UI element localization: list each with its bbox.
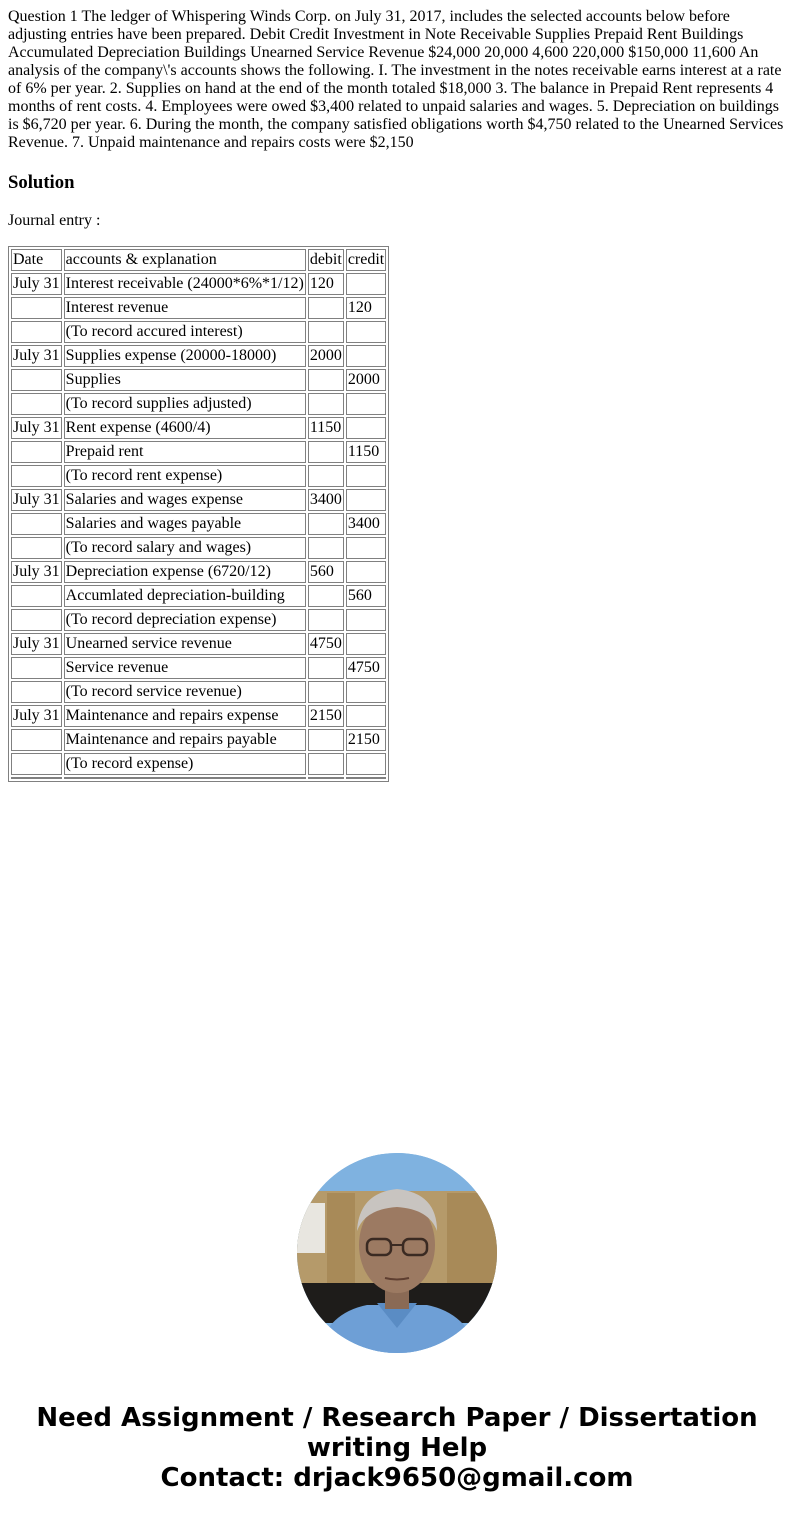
cell-date: July 31 [11, 417, 62, 439]
cell-date [11, 321, 62, 343]
journal-entry-group [11, 345, 386, 415]
cell-credit [346, 321, 386, 343]
table-row [11, 465, 386, 487]
journal-entry-label: Journal entry : [8, 212, 101, 229]
cell-credit: 120 [346, 297, 386, 319]
cell-credit [346, 633, 386, 655]
promo-line-2: writing Help [306, 1433, 488, 1463]
cell-credit [346, 753, 386, 775]
cell-credit: 2150 [346, 729, 386, 751]
cell-date [11, 297, 62, 319]
journal-entry-group [11, 489, 386, 559]
journal-header-group [11, 249, 386, 271]
table-row [11, 681, 386, 703]
promo-banner [0, 1403, 794, 1493]
cell-debit [308, 369, 344, 391]
cell-account: Salaries and wages expense [64, 489, 306, 511]
cell-account: (To record service revenue) [64, 681, 306, 703]
cell-debit [308, 753, 344, 775]
cell-debit [308, 657, 344, 679]
cell-credit [346, 393, 386, 415]
cell-date: July 31 [11, 561, 62, 583]
cell-date [11, 465, 62, 487]
cell-account: Interest receivable (24000*6%*1/12) [64, 273, 306, 295]
journal-entry-group [11, 417, 386, 487]
cell-date [11, 729, 62, 751]
cell-debit: 4750 [308, 633, 344, 655]
cell-credit [346, 273, 386, 295]
cell-debit: 560 [308, 561, 344, 583]
header-account: accounts & explanation [64, 249, 306, 271]
cell-date [11, 441, 62, 463]
cell-debit: 2150 [308, 705, 344, 727]
table-row [11, 441, 386, 463]
cell-account: Accumlated depreciation-building [64, 585, 306, 607]
cell-debit [308, 393, 344, 415]
cell-date: July 31 [11, 345, 62, 367]
cell-date [11, 753, 62, 775]
cell-credit [346, 561, 386, 583]
journal-entry-table [8, 246, 389, 782]
person-photo-icon [297, 1153, 497, 1353]
cell-credit: 3400 [346, 513, 386, 535]
cell-account: Supplies expense (20000-18000) [64, 345, 306, 367]
table-row [11, 609, 386, 631]
table-row [11, 321, 386, 343]
table-row [11, 753, 386, 775]
table-row [11, 729, 386, 751]
cell-credit [346, 537, 386, 559]
cell-debit [308, 297, 344, 319]
journal-entry-group [11, 273, 386, 343]
cell-date [11, 585, 62, 607]
table-row [11, 369, 386, 391]
table-row [11, 777, 386, 779]
avatar [297, 1153, 497, 1353]
cell-debit [308, 465, 344, 487]
empty-cell [346, 777, 386, 779]
promo-line-1: Need Assignment / Research Paper / Dissertation [36, 1403, 758, 1433]
cell-credit [346, 609, 386, 631]
cell-account: Service revenue [64, 657, 306, 679]
cell-date [11, 609, 62, 631]
header-date: Date [11, 249, 62, 271]
table-row [11, 657, 386, 679]
table-row [11, 705, 386, 727]
cell-account: (To record supplies adjusted) [64, 393, 306, 415]
cell-credit [346, 705, 386, 727]
cell-account: Salaries and wages payable [64, 513, 306, 535]
empty-cell [64, 777, 306, 779]
table-row [11, 297, 386, 319]
cell-debit [308, 681, 344, 703]
cell-account: (To record rent expense) [64, 465, 306, 487]
table-row [11, 273, 386, 295]
cell-account: Depreciation expense (6720/12) [64, 561, 306, 583]
cell-debit [308, 585, 344, 607]
cell-debit: 1150 [308, 417, 344, 439]
cell-date [11, 393, 62, 415]
cell-debit: 2000 [308, 345, 344, 367]
cell-date [11, 537, 62, 559]
promo-contact: Contact: drjack9650@gmail.com [160, 1463, 634, 1493]
table-row [11, 393, 386, 415]
cell-account: (To record expense) [64, 753, 306, 775]
header-credit: credit [346, 249, 386, 271]
empty-cell [11, 777, 62, 779]
cell-account: (To record depreciation expense) [64, 609, 306, 631]
cell-account: Supplies [64, 369, 306, 391]
table-row [11, 561, 386, 583]
cell-account: (To record accured interest) [64, 321, 306, 343]
cell-debit [308, 537, 344, 559]
cell-date [11, 513, 62, 535]
cell-credit: 4750 [346, 657, 386, 679]
cell-date [11, 369, 62, 391]
table-row [11, 585, 386, 607]
cell-account: (To record salary and wages) [64, 537, 306, 559]
cell-account: Maintenance and repairs payable [64, 729, 306, 751]
cell-debit [308, 321, 344, 343]
table-row [11, 417, 386, 439]
table-row [11, 633, 386, 655]
cell-date [11, 681, 62, 703]
cell-date: July 31 [11, 489, 62, 511]
journal-entry-group [11, 561, 386, 631]
cell-date: July 31 [11, 633, 62, 655]
cell-account: Interest revenue [64, 297, 306, 319]
cell-credit: 560 [346, 585, 386, 607]
cell-credit [346, 345, 386, 367]
cell-debit: 3400 [308, 489, 344, 511]
empty-cell [308, 777, 344, 779]
cell-date [11, 657, 62, 679]
cell-credit [346, 465, 386, 487]
header-debit: debit [308, 249, 344, 271]
cell-account: Maintenance and repairs expense [64, 705, 306, 727]
cell-debit [308, 609, 344, 631]
cell-account: Rent expense (4600/4) [64, 417, 306, 439]
cell-debit [308, 729, 344, 751]
table-row [11, 345, 386, 367]
table-header-row [11, 249, 386, 271]
question-text: Question 1 The ledger of Whispering Winds Corp. on July 31, 2017, includes the selected accounts below before adjusting entries have been prepared. Debit Credit Investment in Note Receivable Supplies Prepaid Rent Buildings Accumulated Depreciation Buildings Unearned Service Revenue $24,000 20,000 4,600 220,000 $150,000 11,600 An analysis of the company\'s accounts shows the following. I. The investment in the notes receivable earns interest at a rate of 6% per year. 2. Supplies on hand at the end of the month totaled $18,000 3. The balance in Prepaid Rent represents 4 months of rent costs. 4. Employees were owed $3,400 related to unpaid salaries and wages. 5. Depreciation on buildings is $6,720 per year. 6. During the month, the company satisfied obligations worth $4,750 related to the Unearned Services Revenue. 7. Unpaid maintenance and repairs costs were $2,150 [8, 8, 784, 151]
cell-credit [346, 489, 386, 511]
cell-date: July 31 [11, 273, 62, 295]
cell-credit: 2000 [346, 369, 386, 391]
cell-credit: 1150 [346, 441, 386, 463]
table-row [11, 489, 386, 511]
table-row [11, 513, 386, 535]
journal-entry-group [11, 633, 386, 703]
cell-debit: 120 [308, 273, 344, 295]
solution-heading: Solution [8, 172, 75, 193]
cell-credit [346, 417, 386, 439]
table-end-rule [11, 777, 386, 779]
cell-credit [346, 681, 386, 703]
table-row [11, 537, 386, 559]
cell-debit [308, 441, 344, 463]
cell-account: Prepaid rent [64, 441, 306, 463]
cell-date: July 31 [11, 705, 62, 727]
cell-account: Unearned service revenue [64, 633, 306, 655]
journal-entry-group [11, 705, 386, 775]
cell-debit [308, 513, 344, 535]
